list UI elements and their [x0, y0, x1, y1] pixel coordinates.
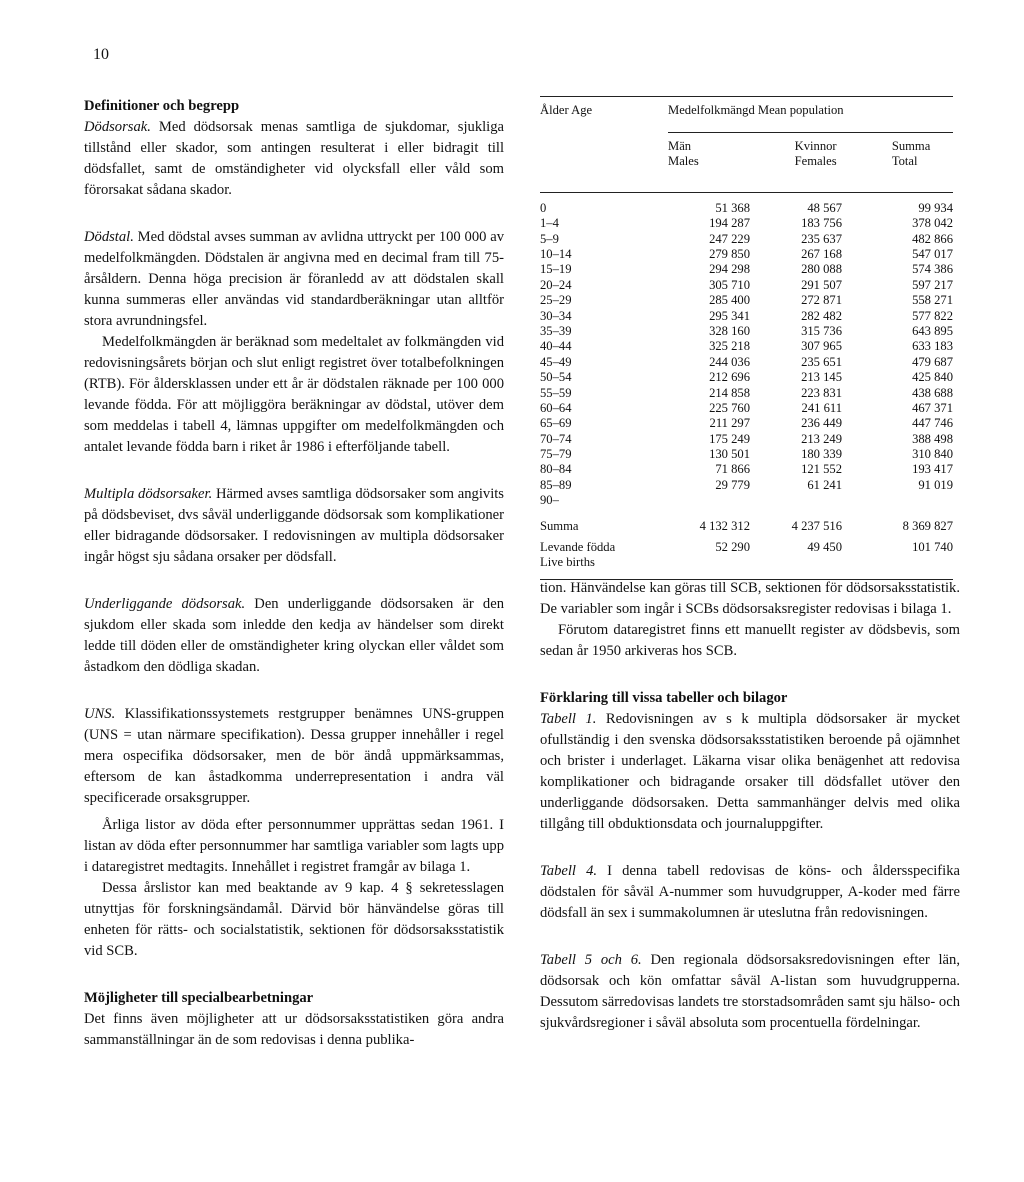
- paragraph-mojligheter: Det finns även möjligheter att ur dödsorsaksstatistiken göra andra sammanställningar än de som redovisas i denna publika-: [84, 1011, 504, 1048]
- cell-total: 558 271: [912, 293, 953, 308]
- text-underliggande: Den underliggande dödsorsaken är den sjukdom eller skada som inledde den kedja av händelser som direkt ledde till döden eller de omständigheter kring olyckan eller våldet som åstadkom den dödliga skadan.: [84, 596, 504, 675]
- cell-age: 10–14: [540, 246, 572, 261]
- table-row: [540, 324, 953, 339]
- term-tabell4: Tabell 4.: [540, 863, 598, 879]
- table-row: [540, 339, 953, 354]
- table-row: [540, 432, 953, 447]
- cell-women: 280 088: [801, 262, 842, 277]
- cell-age: 40–44: [540, 339, 572, 354]
- cell-men: 51 368: [715, 200, 750, 215]
- cell-women: 235 637: [801, 231, 842, 246]
- cell-total: 547 017: [912, 246, 953, 261]
- table-body: [540, 193, 953, 509]
- table-row: [540, 262, 953, 277]
- table-row: [540, 447, 953, 462]
- sum-men: 4 132 312: [699, 518, 750, 533]
- header-total: [856, 139, 953, 170]
- term-dodsorsak: Dödsorsak.: [84, 119, 151, 135]
- text-tabell4: I denna tabell redovisas de köns- och åldersspecifika dödstalen för såväl A-nummer som huvudgrupper, A-koder med färre dödsfall än sex i summakolumnen är uteslutna från redovisningen.: [540, 863, 960, 921]
- left-column: [84, 96, 504, 1051]
- table-header-row: [540, 97, 953, 132]
- term-uns: UNS.: [84, 706, 116, 722]
- cell-total: 643 895: [912, 323, 953, 338]
- population-table: [540, 96, 953, 580]
- table-row: [540, 278, 953, 293]
- cell-age: 70–74: [540, 431, 572, 446]
- cell-women: 213 145: [801, 370, 842, 385]
- text-tabell56: Den regionala dödsorsaksredovisningen efter län, dödsorsak och kön omfattar såväl A-listan som huvudgrupperna. Dessutom särredovisas landets tre storstadsområden samt sju hälso- och sjukvårdsregioner i såväl absoluta som procentuella fördelningar.: [540, 952, 960, 1031]
- cell-total: [842, 493, 953, 508]
- table-row: [540, 216, 953, 231]
- section-heading-definitions: Definitioner och begrepp: [84, 98, 240, 114]
- cell-total: 99 934: [918, 200, 953, 215]
- cell-women: 236 449: [801, 416, 842, 431]
- text-multipla: Härmed avses samtliga dödsorsaker som angivits på dödsbeviset, dvs såväl underliggande dödsorsak som komplikationer eller bidragande dödsorsaker. I redovisningen av multipla dödsorsaker ingår högst sju sådana orsaker per dödsfall.: [84, 486, 504, 565]
- paragraph-tabell56: [540, 950, 960, 1034]
- section-heading-mojligheter: Möjligheter till specialbearbetningar: [84, 990, 314, 1006]
- table-row: [540, 462, 953, 477]
- text-tabell1: Redovisningen av s k multipla dödsorsaker är mycket ofullständig i den svenska dödsorsaksstatistiken beroende på ojämnhet och brister i underlaget. Läkarna visar olika benägenhet att redovisa komplikationer och bidragande orsaker till dödsfallet utöver den underliggande dödsorsaken. Detta sammanhänger delvis med olika tillgång till obduktionsdata och journaluppgifter.: [540, 711, 960, 832]
- cell-men: 285 400: [709, 293, 750, 308]
- term-underliggande: Underliggande dödsorsak.: [84, 596, 246, 612]
- cell-total: 482 866: [912, 231, 953, 246]
- term-tabell1: Tabell 1.: [540, 711, 597, 727]
- cell-total: 378 042: [912, 216, 953, 231]
- paragraph-multipla: [84, 484, 504, 568]
- term-tabell56: Tabell 5 och 6.: [540, 952, 642, 968]
- table-row: [540, 386, 953, 401]
- header-total-sv: Summa: [891, 139, 931, 153]
- cell-total: 597 217: [912, 277, 953, 292]
- cell-total: 310 840: [912, 447, 953, 462]
- cell-men: 328 160: [709, 323, 750, 338]
- paragraph-arslistor: Dessa årslistor kan med beaktande av 9 kap. 4 § sekretesslagen utnyttjas för forskningsändamål. Därvid bör hänvändelse göras till enheten för rätts- och socialstatistik, sektionen för dödsorsaksstatistik vid SCB.: [84, 880, 504, 959]
- cell-age: 45–49: [540, 354, 572, 369]
- cell-total: 193 417: [912, 462, 953, 477]
- header-women-en: Females: [794, 154, 837, 169]
- cell-age: 75–79: [540, 447, 572, 462]
- sum-total: 8 369 827: [902, 518, 953, 533]
- cell-men: [668, 493, 750, 508]
- header-age: Ålder Age: [540, 103, 593, 117]
- sum-label: Summa: [540, 518, 579, 533]
- header-total-en: Total: [891, 154, 918, 169]
- header-women-sv: Kvinnor: [794, 139, 837, 153]
- cell-men: 29 779: [715, 477, 750, 492]
- cell-total: 388 498: [912, 431, 953, 446]
- cell-women: 223 831: [801, 385, 842, 400]
- cell-age: 90–: [540, 493, 559, 508]
- cell-men: 247 229: [709, 231, 750, 246]
- header-men: [668, 139, 741, 170]
- cell-age: 85–89: [540, 477, 572, 492]
- cell-men: 71 866: [715, 462, 750, 477]
- cell-age: 60–64: [540, 400, 572, 415]
- section-heading-forklaring: Förklaring till vissa tabeller och bilagor: [540, 690, 788, 706]
- cell-women: 315 736: [801, 323, 842, 338]
- cell-men: 214 858: [709, 385, 750, 400]
- table-row: [540, 478, 953, 493]
- term-dodstal: Dödstal.: [84, 229, 134, 245]
- cell-women: 183 756: [801, 216, 842, 231]
- cell-men: 305 710: [709, 277, 750, 292]
- cell-women: [750, 493, 842, 508]
- paragraph-arliga-listor: Årliga listor av döda efter personnummer upprättas sedan 1961. I listan av döda efter personnummer har samtliga variabler som lagts upp i dataregistret medtagits. Innehållet i registret framgår av bilaga 1.: [84, 817, 504, 875]
- cell-age: 25–29: [540, 293, 572, 308]
- paragraph-uns: [84, 704, 504, 809]
- header-mean-population: Medelfolkmängd Mean population: [668, 103, 844, 117]
- cell-total: 577 822: [912, 308, 953, 323]
- cell-total: 438 688: [912, 385, 953, 400]
- cell-total: 633 183: [912, 339, 953, 354]
- cell-age: 35–39: [540, 323, 572, 338]
- cell-men: 225 760: [709, 400, 750, 415]
- cell-men: 294 298: [709, 262, 750, 277]
- cell-women: 48 567: [807, 200, 842, 215]
- births-men: 52 290: [715, 540, 750, 555]
- cell-men: 130 501: [709, 447, 750, 462]
- table-row: [540, 493, 953, 508]
- table-row: [540, 201, 953, 216]
- cell-women: 235 651: [801, 354, 842, 369]
- table-row: [540, 401, 953, 416]
- paragraph-medelfolkmangd: Medelfolkmängden är beräknad som medeltalet av folkmängden vid redovisningsårets början och slut enligt registret över totalbefolkningen (RTB). För åldersklassen under ett år är dödstalen räknade per 100 000 levande födda. För att möjliggöra beräkningar av dödstal, utöver dem som meddelas i tabell 4, lämnas uppgifter om medelfolkmängden och antalet levande födda barn i riket år 1986 i efterföljande tabell.: [84, 334, 504, 455]
- cell-men: 244 036: [709, 354, 750, 369]
- cell-women: 291 507: [801, 277, 842, 292]
- cell-total: 425 840: [912, 370, 953, 385]
- sum-women: 4 237 516: [791, 518, 842, 533]
- cell-women: 267 168: [801, 246, 842, 261]
- births-label-en: Live births: [540, 555, 595, 570]
- cell-men: 194 287: [709, 216, 750, 231]
- table-row: [540, 370, 953, 385]
- text-dodsorsak: Med dödsorsak menas samtliga de sjukdomar, sjukliga tillstånd eller skador, som antingen resulterat i eller bidragit till dödsfallet, samt de omständigheter vid olycksfall eller våld som förorsakat sådana skador.: [84, 119, 504, 198]
- table-row: [540, 416, 953, 431]
- paragraph-forutom: Förutom dataregistret finns ett manuellt register av dödsbevis, som sedan år 1950 arkiveras hos SCB.: [540, 622, 960, 659]
- table-row: [540, 232, 953, 247]
- cell-men: 295 341: [709, 308, 750, 323]
- paragraph-dodstal: [84, 227, 504, 332]
- header-women: [741, 139, 856, 170]
- table-summary: [540, 509, 953, 579]
- cell-total: 447 746: [912, 416, 953, 431]
- cell-men: 212 696: [709, 370, 750, 385]
- cell-age: 80–84: [540, 462, 572, 477]
- births-women: 49 450: [807, 540, 842, 555]
- cell-women: 121 552: [801, 462, 842, 477]
- cell-men: 325 218: [709, 339, 750, 354]
- cell-total: 467 371: [912, 400, 953, 415]
- cell-women: 282 482: [801, 308, 842, 323]
- term-multipla: Multipla dödsorsaker.: [84, 486, 213, 502]
- births-label-sv: Levande födda: [540, 540, 616, 555]
- cell-total: 91 019: [918, 477, 953, 492]
- table-row: [540, 293, 953, 308]
- cell-age: 30–34: [540, 308, 572, 323]
- cell-age: 15–19: [540, 262, 572, 277]
- cell-age: 50–54: [540, 370, 572, 385]
- table-row-births: [540, 540, 953, 555]
- table-row: [540, 309, 953, 324]
- cell-age: 0: [540, 200, 547, 215]
- header-men-sv: Män: [668, 139, 692, 153]
- paragraph-tabell1: [540, 709, 960, 835]
- cell-women: 307 965: [801, 339, 842, 354]
- cell-women: 272 871: [801, 293, 842, 308]
- cell-women: 180 339: [801, 447, 842, 462]
- cell-men: 211 297: [709, 416, 750, 431]
- right-column: [540, 578, 960, 1034]
- paragraph-underliggande: [84, 594, 504, 678]
- text-uns: Klassifikationssystemets restgrupper benämnes UNS-gruppen (UNS = utan närmare specifikation). Dessa grupper innehåller i regel mera ospecifika dödsorsaker, men de bör ändå uppmärksammas, eftersom de kan åstadkomma underrepresentation i andra väl specificerade orsaksgrupper.: [84, 706, 504, 806]
- header-men-en: Males: [668, 154, 699, 169]
- cell-women: 241 611: [801, 400, 842, 415]
- cell-age: 5–9: [540, 231, 559, 246]
- cell-age: 65–69: [540, 416, 572, 431]
- paragraph-continuation: tion. Hänvändelse kan göras till SCB, sektionen för dödsorsaksstatistik. De variabler som ingår i SCBs dödsorsaksregister redovisas i bilaga 1.: [540, 580, 960, 617]
- cell-women: 213 249: [801, 431, 842, 446]
- table-row-sum: [540, 519, 953, 534]
- cell-men: 175 249: [709, 431, 750, 446]
- table-subheader-row: [668, 132, 953, 192]
- text-dodstal: Med dödstal avses summan av avlidna uttryckt per 100 000 av medelfolkmängden. Dödstalen är angivna med en decimal fram till 75-årsåldern. Denna höga precision är föranledd av att dödstalen skall kunna summeras eller användas vid standardberäkningar utan alltför stora avrundningsfel.: [84, 229, 504, 329]
- table-row: [540, 355, 953, 370]
- births-total: 101 740: [912, 540, 953, 555]
- paragraph-dodsorsak: [84, 117, 504, 201]
- cell-age: 55–59: [540, 385, 572, 400]
- cell-age: 20–24: [540, 277, 572, 292]
- cell-women: 61 241: [807, 477, 842, 492]
- cell-total: 574 386: [912, 262, 953, 277]
- paragraph-tabell4: [540, 861, 960, 924]
- table-row: [540, 247, 953, 262]
- page-number: 10: [93, 46, 109, 63]
- cell-age: 1–4: [540, 216, 559, 231]
- cell-men: 279 850: [709, 246, 750, 261]
- table-row-births-en: [540, 555, 953, 570]
- cell-total: 479 687: [912, 354, 953, 369]
